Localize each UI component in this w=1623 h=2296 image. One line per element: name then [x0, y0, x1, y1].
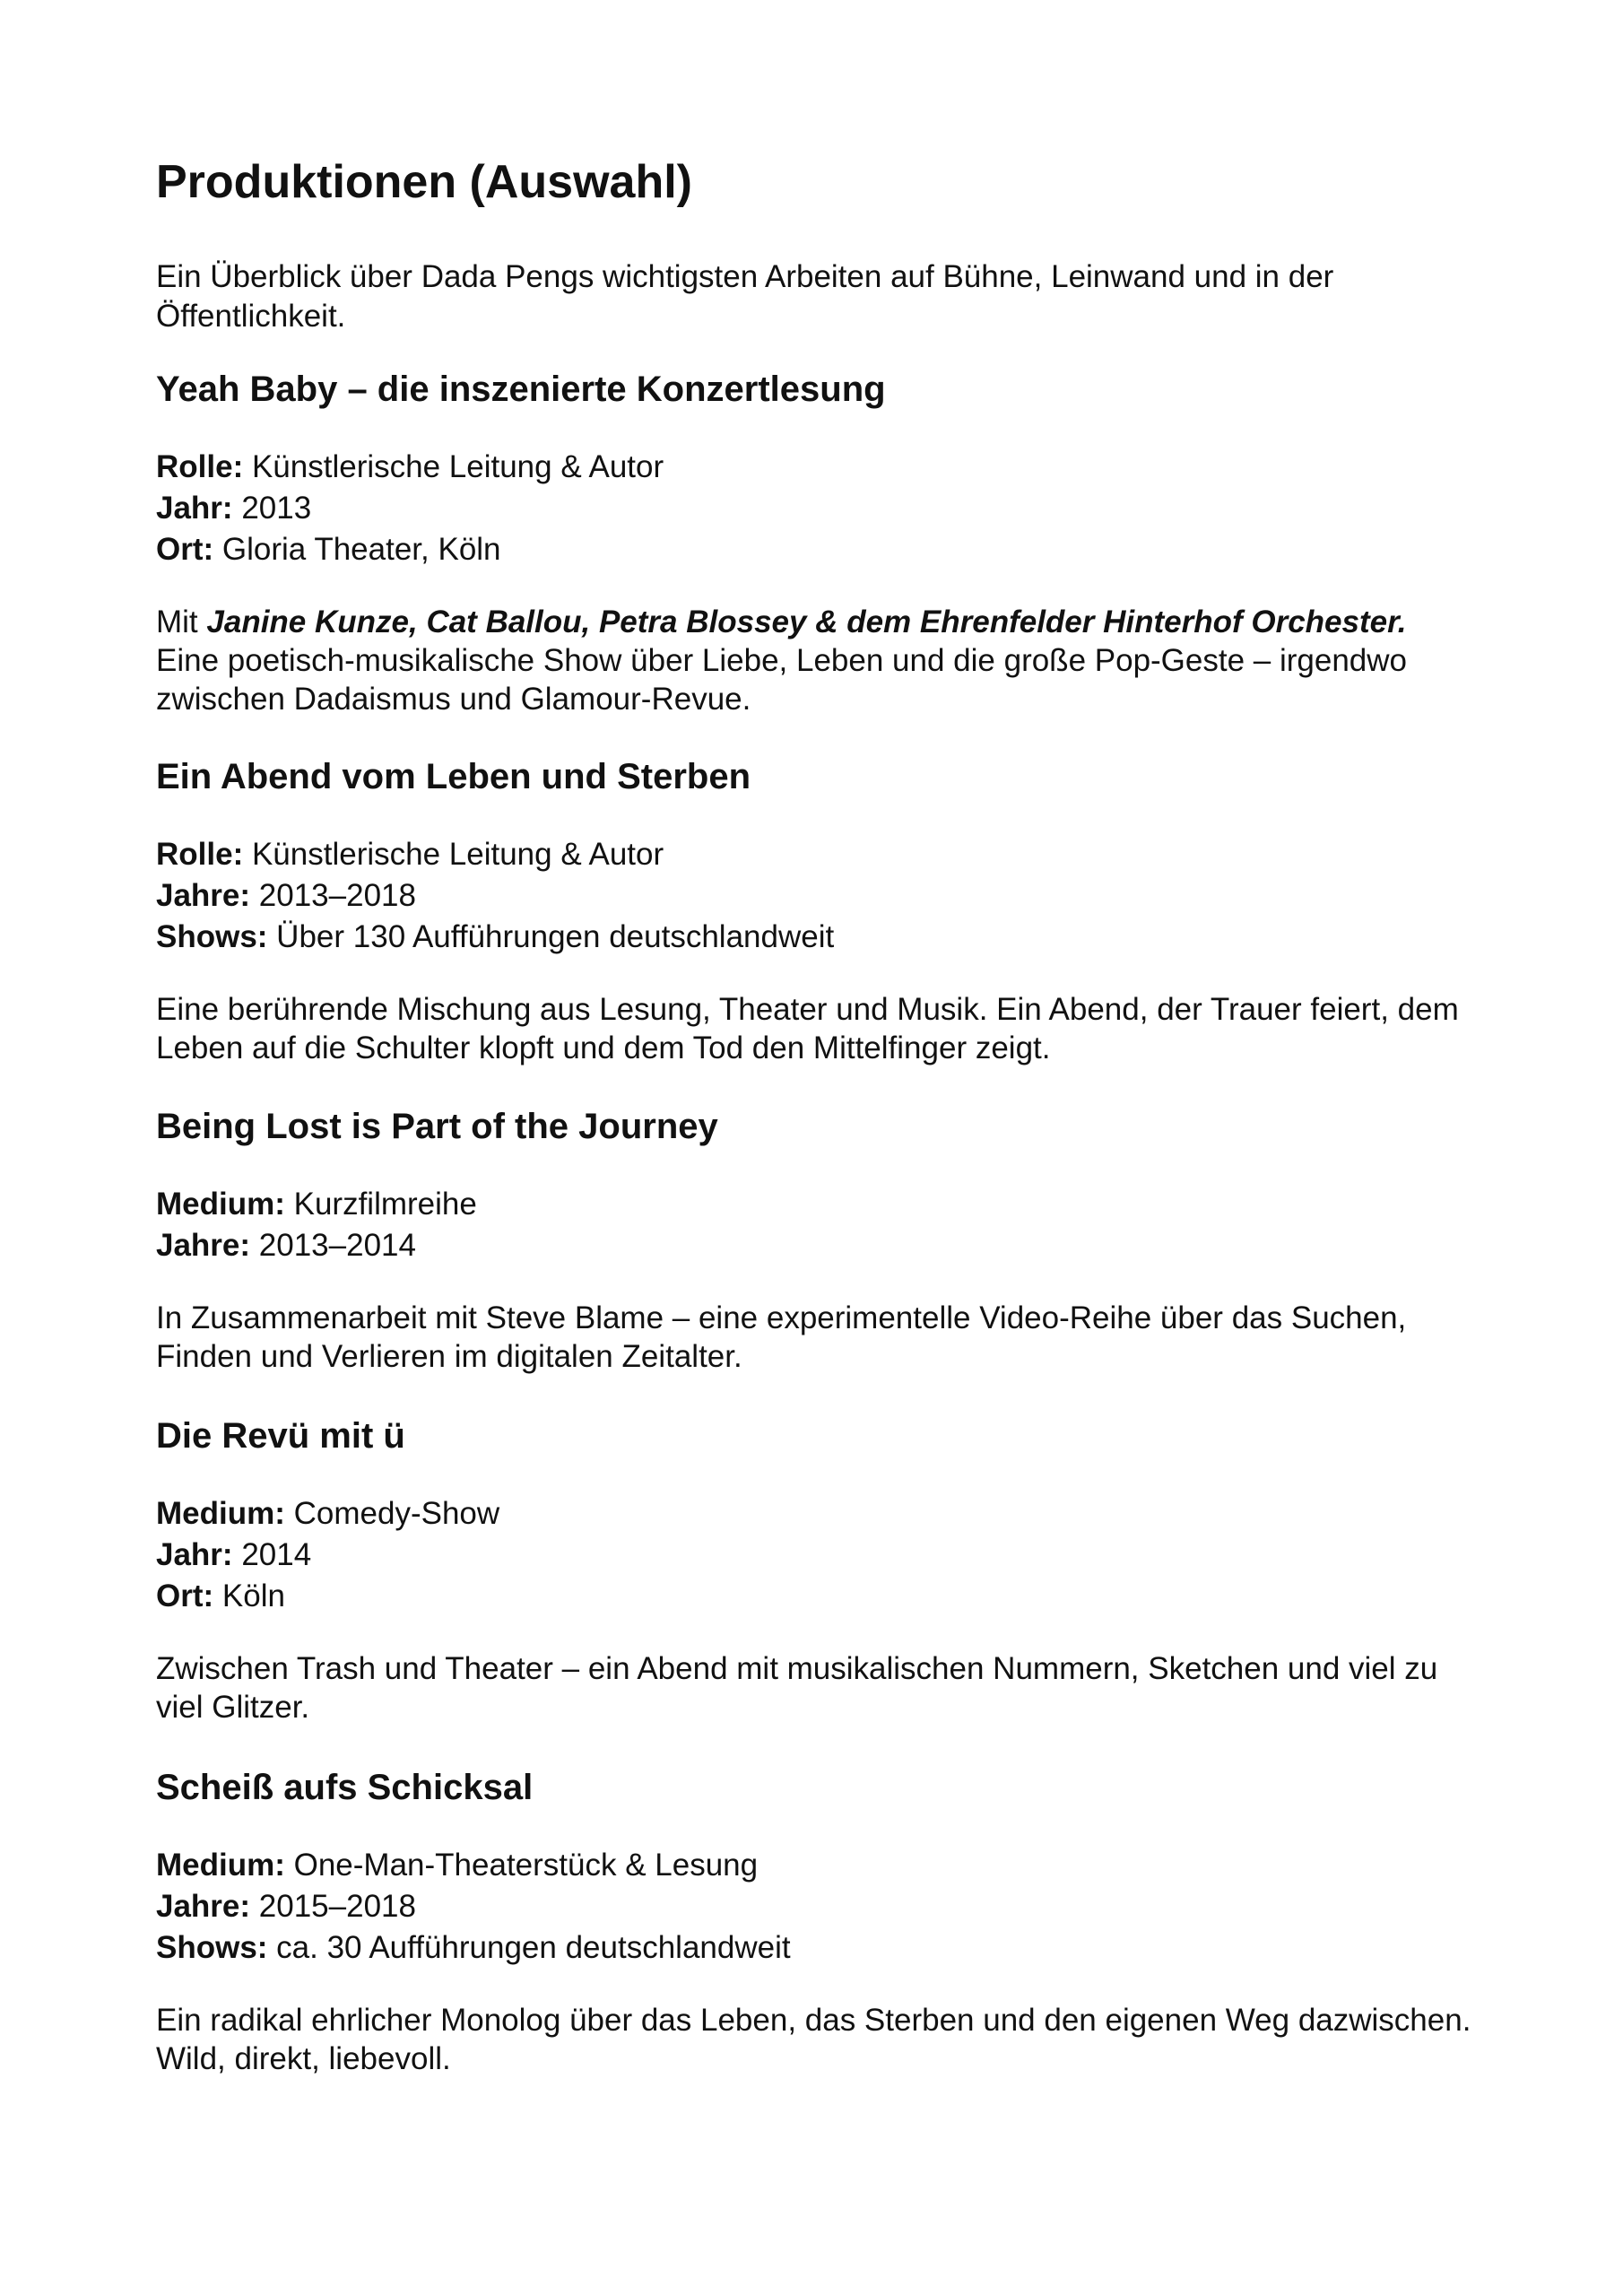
production-title: Scheiß aufs Schicksal [156, 1768, 534, 1807]
production-meta [156, 834, 1483, 958]
meta-year [156, 1535, 1483, 1576]
meta-value: Über 130 Aufführungen deutschlandweit [267, 919, 835, 954]
meta-role [156, 834, 1483, 875]
production-title: Yeah Baby – die inszenierte Konzertlesung [156, 370, 886, 409]
production-being-lost [156, 1105, 1483, 1376]
production-scheiss-aufs-schicksal [156, 1766, 1483, 2078]
meta-value: 2014 [232, 1537, 312, 1572]
production-title: Die Revü mit ü [156, 1416, 405, 1456]
meta-value: 2015–2018 [250, 1889, 416, 1924]
meta-label: Shows: [156, 919, 268, 954]
meta-location [156, 529, 1483, 570]
meta-value: Künstlerische Leitung & Autor [243, 837, 664, 872]
production-yeah-baby [156, 368, 1483, 718]
meta-medium [156, 1184, 1483, 1225]
meta-location [156, 1576, 1483, 1617]
meta-value: Gloria Theater, Köln [213, 532, 501, 567]
production-meta [156, 1845, 1483, 1969]
meta-value: Kurzfilmreihe [284, 1187, 477, 1222]
production-meta [156, 1493, 1483, 1617]
meta-label: Rolle: [156, 449, 244, 484]
desc-text: Eine poetisch-musikalische Show über Liebe, Leben und die große Pop-Geste – irgendwo zwischen Dadaismus und Glamour-Revue. [156, 643, 1408, 717]
meta-value: Köln [213, 1578, 285, 1613]
meta-medium [156, 1493, 1483, 1535]
meta-shows [156, 1927, 1483, 1969]
meta-years [156, 875, 1483, 917]
production-description: Ein radikal ehrlicher Monolog über das Leben, das Sterben und den eigenen Weg dazwischen. Wild, direkt, liebevoll. [156, 2003, 1471, 2076]
production-meta [156, 447, 1483, 570]
meta-label: Ort: [156, 532, 214, 567]
meta-label: Medium: [156, 1848, 285, 1883]
meta-medium [156, 1845, 1483, 1886]
desc-emphasis: Janine Kunze, Cat Ballou, Petra Blossey & dem Ehrenfelder Hinterhof Orchester. [206, 604, 1407, 639]
meta-label: Jahr: [156, 491, 233, 526]
production-meta [156, 1184, 1483, 1266]
meta-role [156, 447, 1483, 488]
production-title: Being Lost is Part of the Journey [156, 1107, 718, 1146]
page-title: Produktionen (Auswahl) [156, 156, 692, 208]
meta-value: 2013–2018 [250, 878, 416, 913]
meta-label: Jahr: [156, 1537, 233, 1572]
production-title: Ein Abend vom Leben und Sterben [156, 757, 751, 796]
meta-value: 2013 [232, 491, 312, 526]
meta-value: Künstlerische Leitung & Autor [243, 449, 664, 484]
production-description: Zwischen Trash und Theater – ein Abend mit musikalischen Nummern, Sketchen und viel zu viel Glitzer. [156, 1651, 1438, 1725]
production-abend-leben-sterben [156, 755, 1483, 1067]
meta-value: 2013–2014 [250, 1228, 416, 1263]
production-description: Eine berührende Mischung aus Lesung, Theater und Musik. Ein Abend, der Trauer feiert, dem Leben auf die Schulter klopft und dem Tod den Mittelfinger zeigt. [156, 992, 1459, 1065]
meta-label: Rolle: [156, 837, 244, 872]
meta-years [156, 1225, 1483, 1266]
production-description: In Zusammenarbeit mit Steve Blame – eine experimentelle Video-Reihe über das Suchen, Finden und Verlieren im digitalen Zeitalter. [156, 1300, 1407, 1374]
meta-label: Medium: [156, 1187, 285, 1222]
production-revue [156, 1414, 1483, 1726]
meta-label: Shows: [156, 1930, 268, 1965]
intro-paragraph: Ein Überblick über Dada Pengs wichtigsten Arbeiten auf Bühne, Leinwand und in der Öffentlichkeit. [156, 259, 1334, 334]
meta-shows [156, 917, 1483, 958]
meta-label: Jahre: [156, 1228, 251, 1263]
desc-prefix: Mit [156, 604, 207, 639]
meta-value: One-Man-Theaterstück & Lesung [284, 1848, 759, 1883]
meta-value: ca. 30 Aufführungen deutschlandweit [267, 1930, 791, 1965]
meta-value: Comedy-Show [284, 1496, 500, 1531]
meta-label: Medium: [156, 1496, 285, 1531]
meta-year [156, 488, 1483, 529]
meta-years [156, 1886, 1483, 1927]
production-description [156, 603, 1483, 718]
meta-label: Jahre: [156, 878, 251, 913]
meta-label: Ort: [156, 1578, 214, 1613]
meta-label: Jahre: [156, 1889, 251, 1924]
